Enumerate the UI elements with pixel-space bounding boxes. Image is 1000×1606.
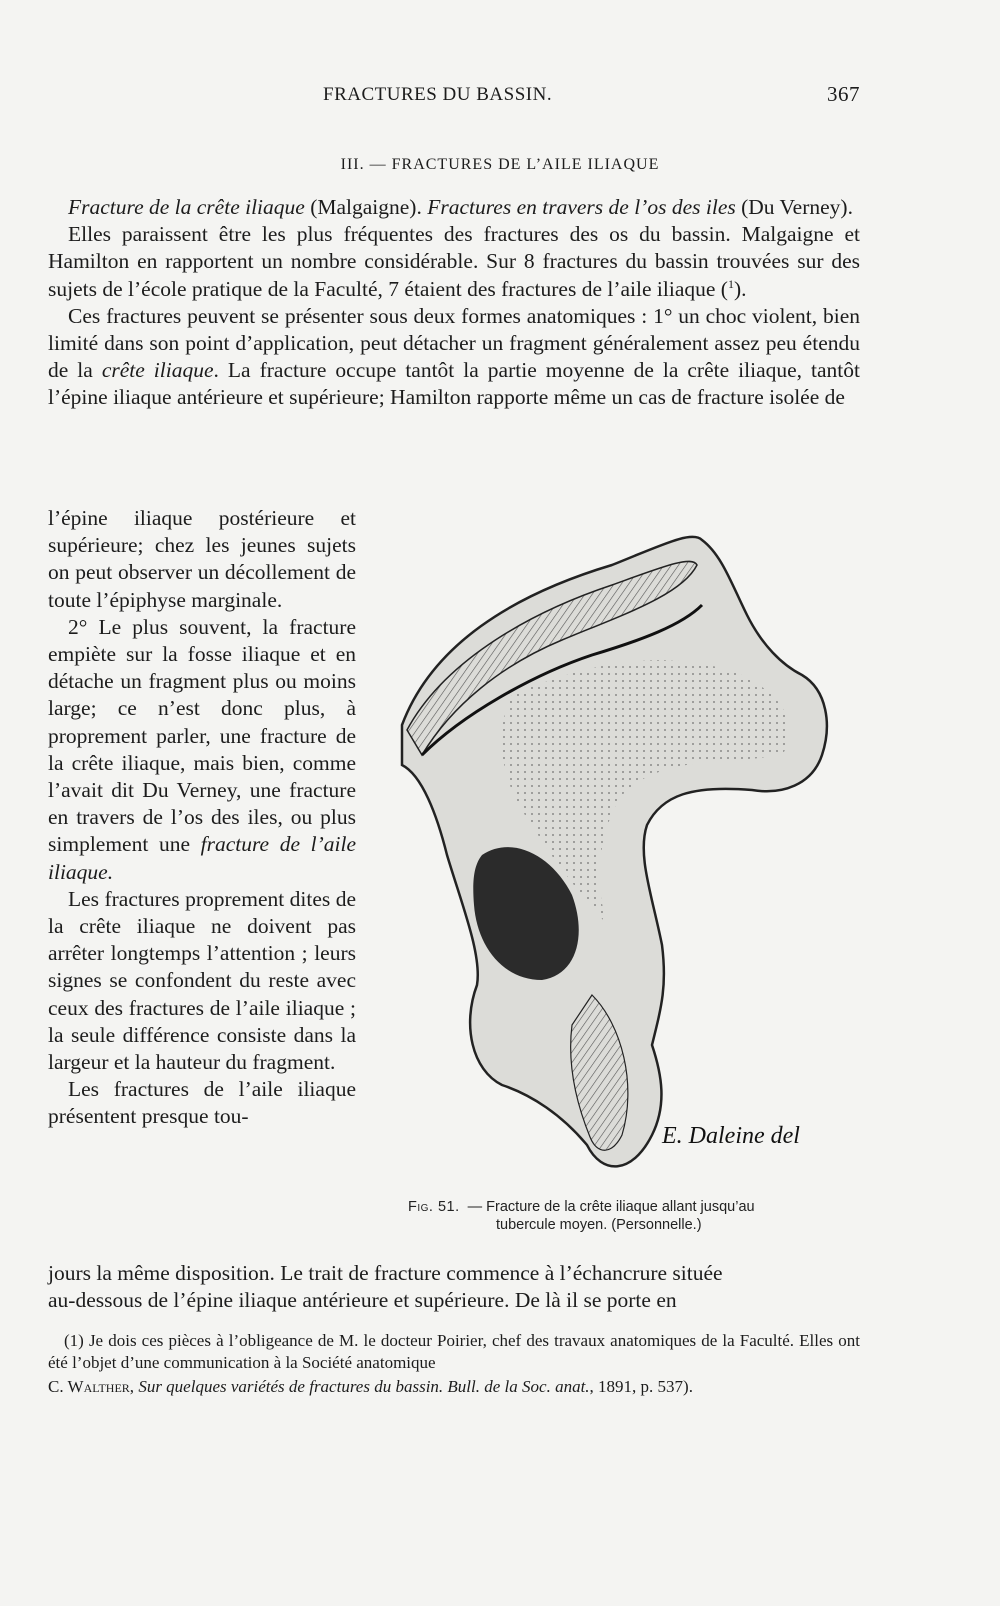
artist-signature: E. Daleine del	[662, 1123, 800, 1149]
figure-ilium-illustration	[362, 525, 862, 1190]
figure-caption	[408, 1198, 860, 1234]
footnotes	[48, 1330, 860, 1400]
reference-tail: , 1891, p. 537).	[589, 1377, 693, 1396]
section-heading: III. — FRACTURES DE L’AILE ILIAQUE	[340, 156, 660, 173]
paragraph-1-text: Elles paraissent être les plus fréquentes des fractures des os du bassin. Malgaigne et Hamilton en rapportent un nombre considérable. Sur 8 fractures du bassin trouvées sur des sujets de l’école pratique de la Faculté, 7 étaient des fractures de l’aile iliaque (	[48, 222, 860, 301]
intro-title-italic-1: Fracture de la crête iliaque	[68, 195, 305, 219]
footnote-text: Je dois ces pièces à l’obligeance de M. le docteur Poirier, chef des travaux anatomiques de la Faculté. Elles ont été l’objet d’une communication à la Société anatomique	[48, 1331, 860, 1372]
footnote-marker: (1)	[64, 1331, 84, 1350]
footnote-1	[48, 1330, 860, 1374]
ilium-bone-drawing	[362, 525, 862, 1190]
paragraph-3	[48, 614, 356, 886]
lower-paragraph	[48, 1260, 860, 1314]
paragraph-2	[48, 303, 860, 412]
paragraph-2-text: Ces fractures peuvent se présenter sous deux formes anatomiques : 1° un choc violent, bien limité dans son point d’application, peut détacher un fragment généralement assez peu étendu de la	[48, 303, 860, 383]
intro-title-plain-1: (Malgaigne).	[304, 195, 428, 219]
footnote-ref: 1	[727, 276, 734, 291]
caption-line-2: tubercule moyen. (Personnelle.)	[496, 1217, 702, 1233]
paragraph-2-continued: l’épine iliaque postérieure et supérieure; chez les jeunes sujets on peut observer un décollement de toute l’épiphyse marginale.	[48, 506, 356, 612]
paragraph-3-italic: fracture de l’aile iliaque.	[48, 832, 356, 884]
caption-line-1: — Fracture de la crête iliaque allant jusqu’au	[467, 1199, 755, 1215]
intro-paragraphs	[48, 194, 860, 412]
intro-title-italic-2: Fractures en travers de l’os des iles	[427, 195, 736, 219]
running-title: FRACTURES DU BASSIN.	[323, 84, 553, 105]
paragraph-1	[48, 221, 860, 303]
reference-author: C. Walther,	[48, 1377, 139, 1396]
reference-title: Sur quelques variétés de fractures du bassin. Bull. de la Soc. anat.	[138, 1377, 590, 1396]
intro-title-plain-2: (Du Verney).	[735, 195, 853, 219]
page-number: 367	[827, 82, 860, 106]
paragraph-2-end: . La fracture occupe tantôt la partie moyenne de la crête iliaque, tantôt l’épine iliaque antérieure et supérieure; Hamilton rapporte même un cas de fracture isolée de	[48, 358, 861, 410]
intro-title-line	[48, 194, 860, 221]
caption-label: Fig. 51.	[408, 1199, 460, 1215]
paragraph-3-text: 2° Le plus souvent, la fracture empiète sur la fosse iliaque et en détache un fragment plus ou moins large; ce n’est donc plus, à proprement parler, une fracture de la crête iliaque, mais bien, comme l’avait dit Du Verney, une fracture en travers de l’os des iles, ou plus simplement une	[48, 614, 356, 857]
left-column-text	[48, 505, 356, 1131]
paragraph-1-end: ).	[733, 276, 747, 301]
paragraph-4: Les fractures proprement dites de la crête iliaque ne doivent pas arrêter longtemps l’attention ; leurs signes se confondent du reste avec ceux des fractures de l’aile iliaque ; la seule différence consiste dans la largeur et la hauteur du fragment.	[48, 886, 356, 1075]
lower-line-1: jours la même disposition. Le trait de fracture commence à l’échancrure située	[48, 1261, 723, 1285]
lower-line-2: au-dessous de l’épine iliaque antérieure et supérieure. De là il se porte en	[48, 1288, 677, 1313]
paragraph-2-italic: crête iliaque	[101, 358, 214, 383]
footnote-reference	[48, 1376, 860, 1398]
paragraph-5-start: Les fractures de l’aile iliaque présentent presque tou-	[48, 1077, 356, 1129]
